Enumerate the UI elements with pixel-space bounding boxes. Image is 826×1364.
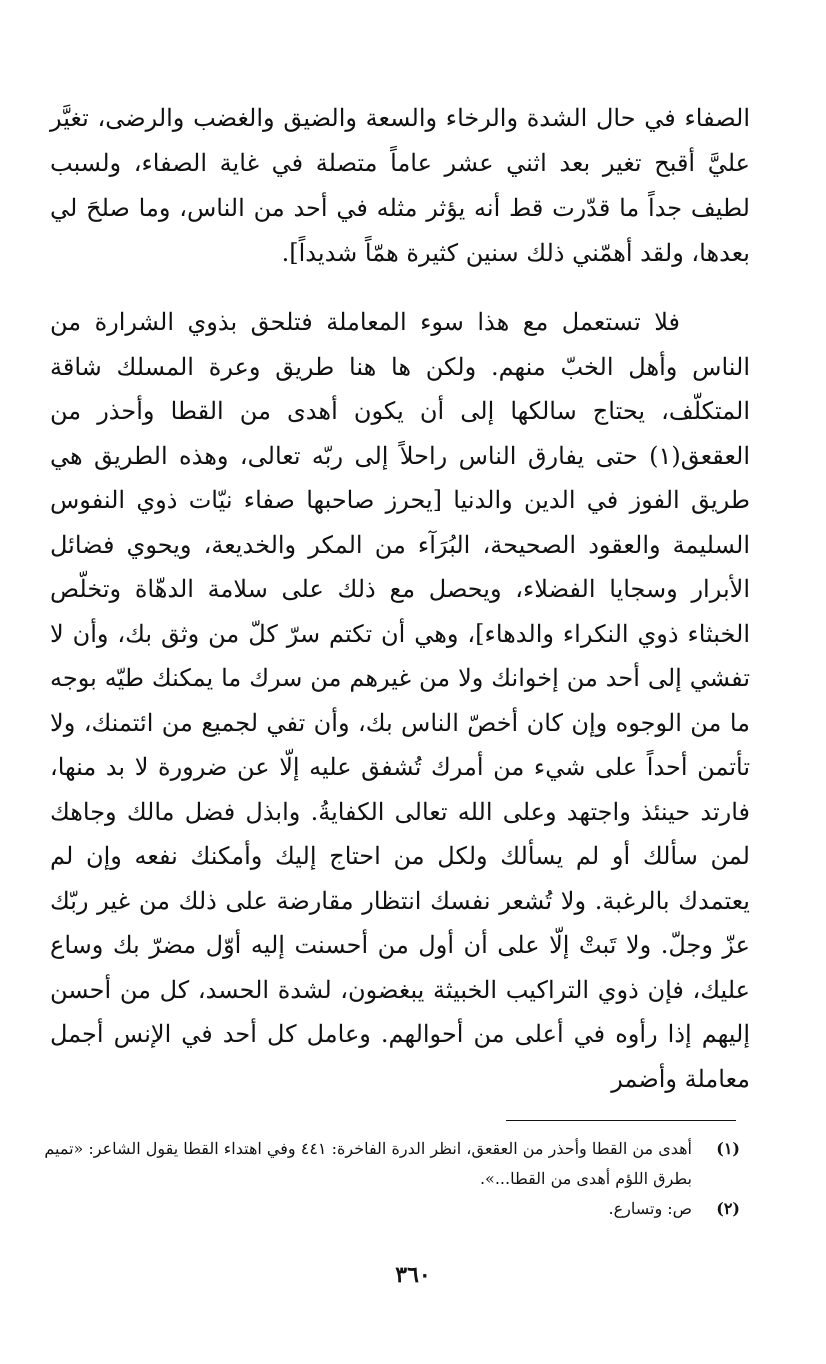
paragraph-1-text: الصفاء في حال الشدة والرخاء والسعة والضيق والغضب والرضى، تغيَّر عليَّ أقبح تغير بعد اثني عشر عاماً متصلة في غاية الصفاء، ولسبب لطيف جداً ما قدّرت قط أنه يؤثر مثله في أحد من الناس، وما صلحَ لي بعدها، ولقد أهمّني ذلك سنين كثيرة همّاً شديداً]. xyxy=(50,104,750,267)
footnote-separator xyxy=(506,1120,736,1121)
footnote-1-text: أهدى من القطا وأحذر من العقعق، انظر الدرة الفاخرة: ٤٤١ وفي اهتداء القطا يقول الشاعر: «تميم بطرق اللؤم أهدى من القطا...». xyxy=(44,1139,692,1188)
paragraph-continued xyxy=(50,96,750,276)
paragraph-2-text: فلا تستعمل مع هذا سوء المعاملة فتلحق بذوي الشرارة من الناس وأهل الخبّ منهم. ولكن ها هنا طريق وعرة المسلك شاقة المتكلّف، يحتاج سالكها إلى أن يكون أهدى من القطا وأحذر من العقعق(١) حتى يفارق الناس راحلاً إلى ربّه تعالى، وهذه الطريق هي طريق الفوز في الدين والدنيا [يحرز صاحبها صفاء نيّات ذوي النفوس السليمة والعقود الصحيحة، البُرَآء من المكر والخديعة، ويحوي فضائل الأبرار وسجايا الفضلاء، ويحصل مع ذلك على سلامة الدهّاة وتخلّص الخبثاء ذوي النكراء والدهاء]، وهي أن تكتم سرّ كلّ من وثق بك، وأن لا تفشي إلى أحد من إخوانك ولا من غيرهم من سرك ما يمكنك طيّه بوجه ما من الوجوه وإن كان أخصّ الناس بك، وأن تفي لجميع من ائتمنك، ولا تأتمن أحداً على شيء من أمرك تُشفق عليه إلّا عن ضرورة لا بد منها، فارتد حينئذ واجتهد وعلى الله تعالى الكفايةُ. وابذل فضل مالك وجاهك لمن سألك أو لم يسألك ولكل من احتاج إليك وأمكنك نفعه وإن لم يعتمدك بالرغبة. ولا تُشعر نفسك انتظار مقارضة على ذلك من غير ربّك عزّ وجلّ. ولا تَبتْ إلّا على أن أول من أحسنت إليه أوّل مضرّ بك وساع عليك، فإن ذوي التراكيب الخبيثة يبغضون، لشدة الحسد، كل من أحسن إليهم إذا رأوه في أعلى من أحوالهم. وعامل كل أحد في الإنس أجمل معاملة وأضمر xyxy=(50,308,751,1093)
footnote-2-text: ص: وتسارع. xyxy=(608,1199,692,1218)
paragraph-main xyxy=(50,300,750,1101)
footnote-2 xyxy=(40,1194,740,1224)
page-number: ٣٦٠ xyxy=(395,1262,431,1288)
footnote-2-number: (٢) xyxy=(716,1199,740,1218)
footnotes xyxy=(40,1134,740,1224)
footnote-1-number: (١) xyxy=(716,1139,740,1158)
footnote-1 xyxy=(40,1134,740,1194)
